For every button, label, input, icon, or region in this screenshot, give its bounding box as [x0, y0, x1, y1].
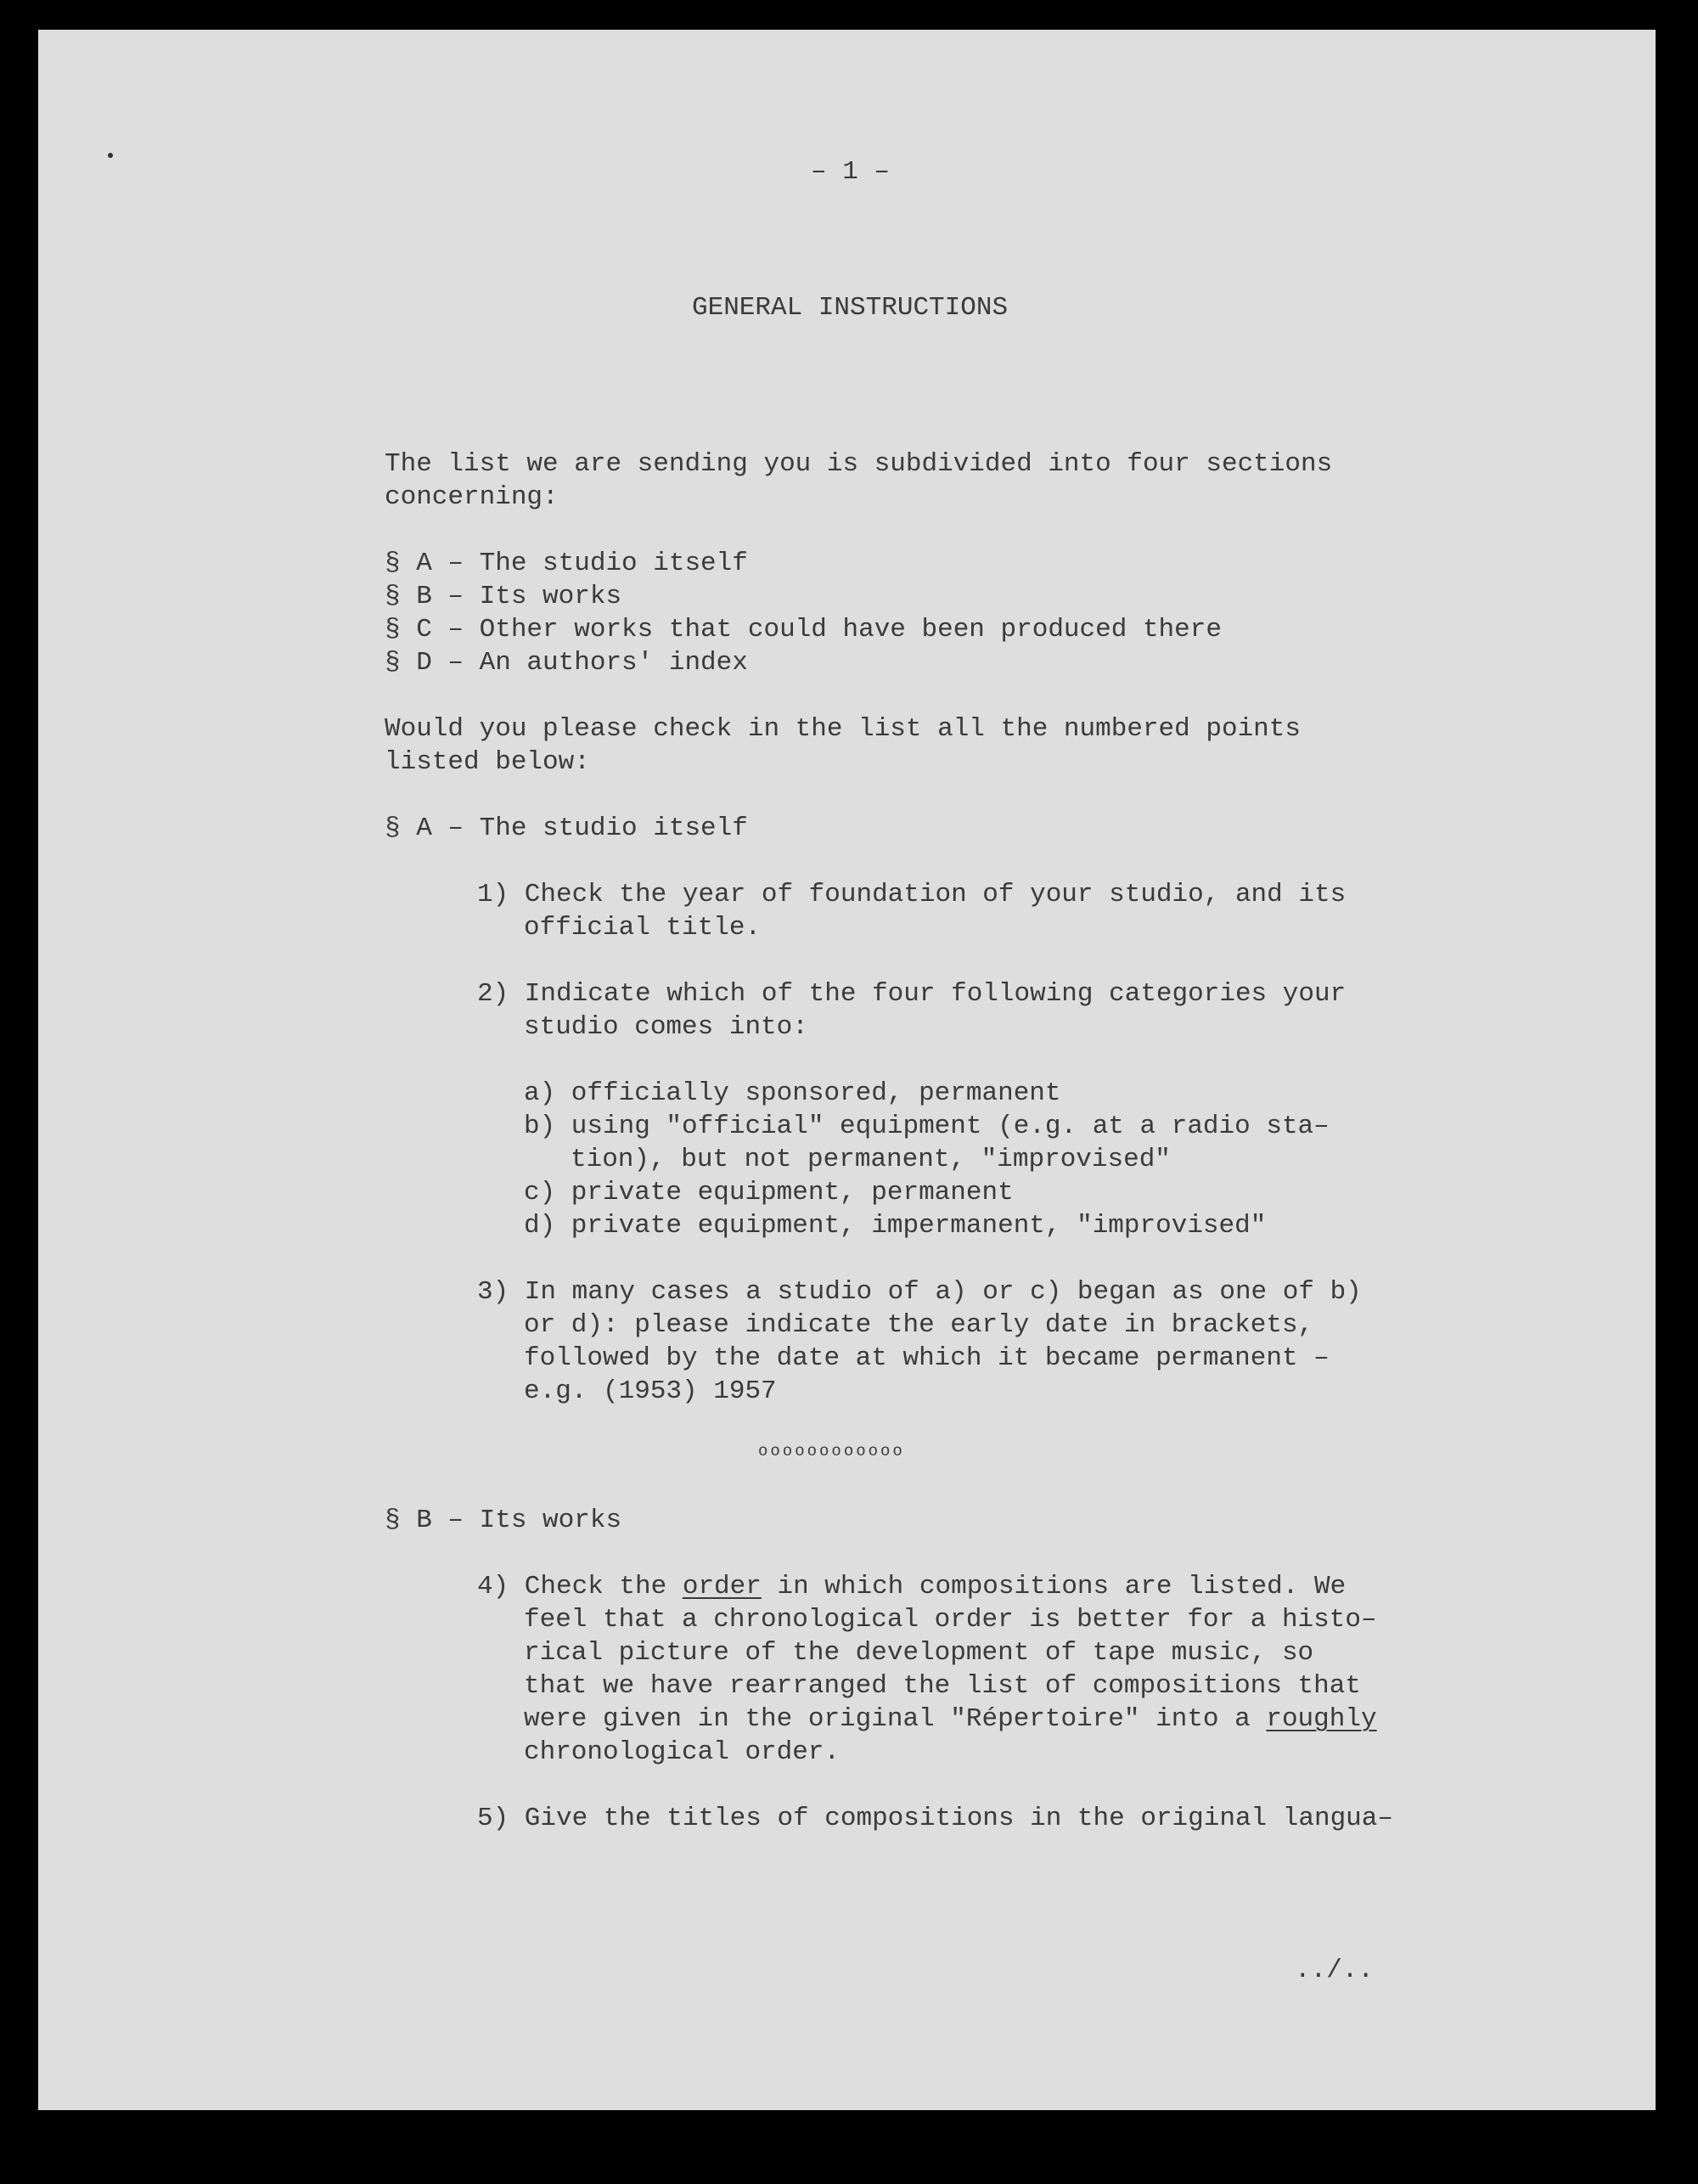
item-3-line-4: e.g. (1953) 1957: [524, 1376, 777, 1406]
intro-line-1: The list we are sending you is subdivided into four sections: [385, 449, 1333, 479]
item-4-line-3: rical picture of the development of tape music, so: [524, 1638, 1314, 1668]
order-underlined: order: [682, 1572, 762, 1601]
option-b-line-2: tion), but not permanent, "improvised": [571, 1145, 1171, 1174]
intro-line-2: concerning:: [385, 482, 559, 512]
item-3-line-2: or d): please indicate the early date in brackets,: [524, 1310, 1314, 1340]
item-5-line-1: 5) Give the titles of compositions in the original langua–: [477, 1804, 1393, 1833]
section-list-item-d: § D – An authors' index: [385, 648, 748, 678]
item-4-line-1: [477, 1570, 1346, 1603]
roughly-underlined: roughly: [1266, 1704, 1377, 1734]
item-3-line-1: 3) In many cases a studio of a) or c) began as one of b): [477, 1277, 1362, 1307]
item-1-line-1: 1) Check the year of foundation of your studio, and its: [477, 880, 1347, 909]
page-title: GENERAL INSTRUCTIONS: [692, 293, 1009, 323]
item-4-line-1-end: in which compositions are listed. We: [761, 1572, 1347, 1601]
document-page: [38, 30, 1656, 2110]
section-list-item-a: § A – The studio itself: [385, 549, 748, 578]
section-list-item-b: § B – Its works: [385, 582, 622, 611]
separator: oooooooooooo: [758, 1442, 905, 1461]
section-list-item-c: § C – Other works that could have been produced there: [385, 615, 1222, 645]
continuation-mark: ../..: [1295, 1956, 1375, 1985]
check-request-line-2: listed below:: [385, 747, 590, 777]
option-c: c) private equipment, permanent: [524, 1178, 1014, 1207]
item-2-line-1: 2) Indicate which of the four following categories your: [477, 979, 1347, 1009]
paper-speck: [108, 153, 113, 158]
item-1-line-2: official title.: [524, 913, 762, 943]
item-4-line-5: [524, 1703, 1377, 1736]
page-number: – 1 –: [811, 157, 891, 187]
item-4-line-2: feel that a chronological order is better for a histo–: [524, 1605, 1377, 1635]
item-4-line-5-start: were given in the original "Répertoire" into a: [524, 1704, 1267, 1734]
item-2-line-2: studio comes into:: [524, 1012, 808, 1042]
section-a-heading: § A – The studio itself: [385, 813, 748, 843]
option-a: a) officially sponsored, permanent: [524, 1078, 1061, 1108]
option-b-line-1: b) using "official" equipment (e.g. at a radio sta–: [524, 1112, 1330, 1141]
item-4-line-4: that we have rearranged the list of compositions that: [524, 1671, 1361, 1701]
item-4-line-6: chronological order.: [524, 1737, 841, 1767]
section-b-heading: § B – Its works: [385, 1506, 622, 1535]
item-3-line-3: followed by the date at which it became permanent –: [524, 1343, 1330, 1373]
check-request-line-1: Would you please check in the list all the numbered points: [385, 714, 1301, 744]
item-4-line-1-start: 4) Check the: [477, 1572, 683, 1601]
option-d: d) private equipment, impermanent, "improvised": [524, 1211, 1267, 1241]
